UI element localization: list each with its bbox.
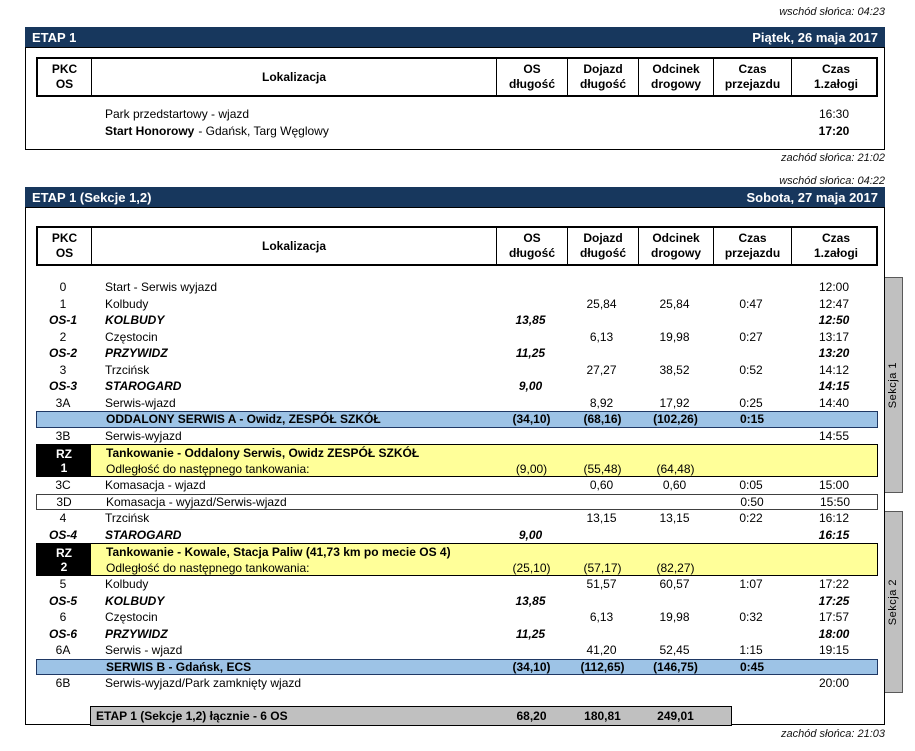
regroup-exit-row: 3D Komasacja - wyjazd/Serwis-wjazd 0:50 15:50: [36, 494, 878, 511]
column-header-os-length: OS długość: [497, 228, 568, 264]
special-stage-row: OS-4 STAROGARD 9,00 16:15: [36, 527, 878, 544]
stage-summary-label: ETAP 1 (Sekcje 1,2) łącznie - 6 OS: [96, 708, 288, 723]
table-row: 6 Częstocin 6,13 19,98 0:32 17:57: [36, 609, 878, 626]
location-cell: Komasacja - wyjazd/Serwis-wjazd: [106, 494, 287, 509]
distance-to-next-refuel-label: Odległość do następnego tankowania:: [106, 561, 310, 575]
table-row: 4 Trzcińsk 13,15 13,15 0:22 16:12: [36, 510, 878, 527]
table-row: 3C Komasacja - wjazd 0,60 0,60 0:05 15:00: [36, 477, 878, 494]
special-stage-row: OS-1 KOLBUDY 13,85 12:50: [36, 312, 878, 329]
location-cell: Kolbudy: [105, 577, 149, 592]
column-header-transit-time: Czas przejazdu: [714, 59, 792, 95]
sunrise-note-day2: wschód słońca: 04:22: [779, 175, 885, 187]
column-header-location: Lokalizacja: [92, 228, 497, 264]
table-row: [36, 105, 878, 122]
pkc-cell: 6: [59, 610, 67, 625]
ceremonial-start-label: Start Honorowy: [105, 123, 195, 138]
column-header-first-crew-time: Czas 1.załogi: [813, 231, 858, 260]
refuel-location-label: Tankowanie - Kowale, Stacja Paliw (41,73 km po mecie OS 4): [106, 545, 451, 559]
table-row: [36, 122, 878, 139]
special-stage-row: OS-5 KOLBUDY 13,85 17:25: [36, 593, 878, 610]
location-cell: STAROGARD: [105, 379, 182, 394]
location-cell: Start - Serwis wyjazd: [105, 280, 218, 295]
pkc-cell: OS-1: [48, 313, 77, 328]
stage-title-bar-day1: [25, 27, 885, 47]
pkc-cell: OS-5: [48, 593, 77, 608]
stage-title-day2: ETAP 1 (Sekcje 1,2): [32, 189, 152, 205]
pkc-cell: 5: [59, 577, 67, 592]
column-header-location: Lokalizacja: [92, 59, 497, 95]
sunset-note-day1: zachód słońca: 21:02: [781, 152, 885, 164]
table-row: [36, 279, 878, 296]
column-header-first-crew-time: Czas 1.załogi: [813, 62, 858, 91]
first-crew-time-cell: 16:30: [818, 106, 850, 121]
section-tab-1: Sekcja 1: [883, 277, 903, 493]
stage-date-day2: Sobota, 27 maja 2017: [746, 189, 878, 205]
location-cell: Kolbudy: [105, 296, 149, 311]
pkc-cell: 3D: [56, 494, 72, 509]
pkc-cell: 1: [59, 296, 67, 311]
table-row: 6A Serwis - wjazd 41,20 52,45 1:15 19:15: [36, 642, 878, 659]
table-row: 3 Trzcińsk 27,27 38,52 0:52 14:12: [36, 362, 878, 379]
column-header-transit-length: Dojazd długość: [568, 59, 639, 95]
location-cell: SERWIS B - Gdańsk, ECS: [106, 659, 252, 674]
location-cell: Częstocin: [105, 610, 158, 625]
header-row: [36, 226, 878, 266]
pkc-cell: OS-4: [48, 527, 77, 542]
location-cell: ODDALONY SERWIS A - Owidz, ZESPÓŁ SZKÓŁ: [106, 412, 381, 427]
pkc-cell: 3B: [55, 428, 71, 443]
location-cell: Serwis-wjazd: [105, 395, 176, 410]
location-cell: Trzcińsk: [105, 511, 150, 526]
pkc-cell: 3C: [55, 478, 71, 493]
pkc-cell: 4: [59, 511, 67, 526]
table-body-day2: [36, 279, 878, 692]
refuel-location-label: Tankowanie - Oddalony Serwis, Owidz ZESPÓŁ SZKÓŁ: [106, 446, 420, 460]
pkc-cell: OS-3: [48, 379, 77, 394]
location-cell: Trzcińsk: [105, 362, 150, 377]
column-header-os-length: OS długość: [497, 59, 568, 95]
refuel-zone-1-badge: RZ 1: [37, 445, 91, 477]
pkc-cell: 6A: [55, 643, 71, 658]
section-tab-2: Sekcja 2: [883, 511, 903, 693]
pkc-cell: 6B: [55, 676, 71, 691]
location-cell: Park przedstartowy - wjazd: [105, 106, 250, 121]
location-cell: Serwis - wjazd: [105, 643, 183, 658]
stage-date-day1: Piątek, 26 maja 2017: [752, 29, 878, 45]
pkc-cell: OS-6: [48, 626, 77, 641]
sunrise-note-day1: wschód słońca: 04:23: [779, 6, 885, 18]
refuel-zone-1-block: RZ 1 Tankowanie - Oddalony Serwis, Owidz ZESPÓŁ SZKÓŁ Odległość do następnego tankowania: (9,00) (55,48) (64,48): [36, 444, 878, 477]
table-row: 5 Kolbudy 51,57 60,57 1:07 17:22: [36, 576, 878, 593]
column-header-pkc: PKC OS: [38, 228, 92, 264]
column-header-transit-time: Czas przejazdu: [714, 228, 792, 264]
location-cell: PRZYWIDZ: [105, 346, 168, 361]
column-header-pkc: PKC OS: [38, 59, 92, 95]
pkc-cell: 3A: [55, 395, 71, 410]
column-header-road-section: Odcinek drogowy: [639, 228, 714, 264]
table-row: 1 Kolbudy 25,84 25,84 0:47 12:47: [36, 296, 878, 313]
refuel-zone-2-badge: RZ 2: [37, 544, 91, 576]
service-b-row: SERWIS B - Gdańsk, ECS (34,10) (112,65) (146,75) 0:45: [36, 659, 878, 676]
distance-to-next-refuel-label: Odległość do następnego tankowania:: [106, 462, 310, 476]
pkc-cell: 2: [59, 329, 67, 344]
table-body-day1: [36, 105, 878, 139]
remote-service-a-row: ODDALONY SERWIS A - Owidz, ZESPÓŁ SZKÓŁ (34,10) (68,16) (102,26) 0:15: [36, 411, 878, 428]
refuel-zone-2-block: RZ 2 Tankowanie - Kowale, Stacja Paliw (41,73 km po mecie OS 4) Odległość do następnego tankowania: (25,10) (57,17) (82,27): [36, 543, 878, 576]
first-crew-time-cell: 12:00: [818, 280, 850, 295]
special-stage-row: OS-2 PRZYWIDZ 11,25 13:20: [36, 345, 878, 362]
location-cell: Serwis-wyjazd/Park zamknięty wjazd: [105, 676, 302, 691]
itinerary-table-day2: [25, 207, 885, 725]
location-cell: KOLBUDY: [105, 593, 165, 608]
total-os-length: 68,20: [516, 708, 547, 723]
location-cell: Częstocin: [105, 329, 158, 344]
location-cell: PRZYWIDZ: [105, 626, 168, 641]
special-stage-row: OS-6 PRZYWIDZ 11,25 18:00: [36, 626, 878, 643]
itinerary-table-day1: [25, 47, 885, 150]
sunset-note-day2: zachód słońca: 21:03: [781, 728, 885, 740]
total-transit-length: 180,81: [584, 708, 621, 723]
table-row: 3B Serwis-wyjazd 14:55: [36, 428, 878, 445]
table-row: 6B Serwis-wyjazd/Park zamknięty wjazd 20:00: [36, 675, 878, 692]
first-crew-time-cell: 17:20: [818, 123, 850, 138]
table-row: 3A Serwis-wjazd 8,92 17,92 0:25 14:40: [36, 395, 878, 412]
location-cell: Start Honorowy - Gdańsk, Targ Węglowy: [105, 123, 329, 138]
table-row: 2 Częstocin 6,13 19,98 0:27 13:17: [36, 329, 878, 346]
stage-title-bar-day2: [25, 187, 885, 207]
location-cell: KOLBUDY: [105, 313, 165, 328]
pkc-cell: 0: [59, 280, 67, 295]
location-cell: Serwis-wyjazd: [105, 428, 182, 443]
header-row: [36, 57, 878, 97]
stage-summary-row: [90, 706, 732, 726]
pkc-cell: OS-2: [48, 346, 77, 361]
total-road-section: 249,01: [657, 708, 694, 723]
pkc-cell: 3: [59, 362, 67, 377]
special-stage-row: OS-3 STAROGARD 9,00 14:15: [36, 378, 878, 395]
column-header-road-section: Odcinek drogowy: [639, 59, 714, 95]
column-header-transit-length: Dojazd długość: [568, 228, 639, 264]
stage-title-day1: ETAP 1: [32, 29, 77, 45]
location-cell: STAROGARD: [105, 527, 182, 542]
location-cell: Komasacja - wjazd: [105, 478, 206, 493]
